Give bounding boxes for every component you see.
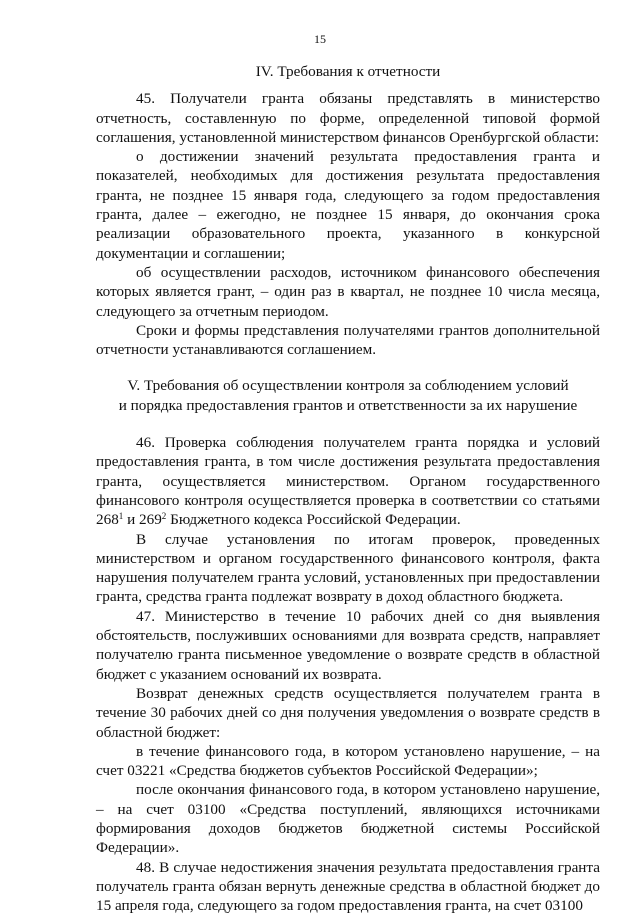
article-269-superscript: 2 [161, 511, 167, 522]
document-body [96, 62, 600, 915]
section-5-heading-line-2: и порядка предоставления грантов и ответственности за их нарушение [118, 396, 578, 414]
section-5-heading-line-1: V. Требования об осуществлении контроля за соблюдением условий [127, 377, 569, 395]
section-4-heading: IV. Требования к отчетности [255, 63, 441, 80]
page-number: 15 [314, 32, 326, 46]
paragraph-45-item-expenses: об осуществлении расходов, источником финансового обеспечения которых является грант, – один раз в квартал, не позднее 10 числа месяца, следующего за отчетным периодом. [96, 263, 600, 320]
paragraph-47-refund: Возврат денежных средств осуществляется получателем гранта в течение 30 рабочих дней со дня получения уведомления о возврате средств в областной бюджет: [96, 684, 600, 741]
paragraph-46-tail: Бюджетного кодекса Российской Федерации. [166, 511, 461, 529]
article-268: 268 [96, 511, 119, 529]
paragraph-46-violation: В случае установления по итогам проверок, проведенных министерством и органом государственного финансового контроля, факта нарушения получателем гранта условий, установленных при предоставлении гранта, средства гранта подлежат возврату в доход областного бюджета. [96, 530, 600, 606]
paragraph-45-additional-reporting: Сроки и формы представления получателями грантов дополнительной отчетности устанавливаются соглашением. [96, 321, 600, 359]
paragraph-45-item-results: о достижении значений результата предоставления гранта и показателей, необходимых для достижения результата предоставления гранта, не позднее 15 января года, следующего за годом предоставления гранта, далее – ежегодно, не позднее 15 января, до окончания срока реализации образовательного проекта, указанного в конкурсной документации и соглашении; [96, 148, 600, 262]
paragraph-46-and: и [123, 511, 140, 529]
article-269: 269 [139, 511, 162, 529]
paragraph-46 [96, 433, 600, 529]
article-268-superscript: 1 [118, 511, 124, 522]
paragraph-47: 47. Министерство в течение 10 рабочих дней со дня выявления обстоятельств, послуживших основаниями для возврата средств, направляет получателю гранта письменное уведомление о возврате средств в областной бюджет с указанием оснований их возврата. [96, 607, 600, 683]
paragraph-47-current-year: в течение финансового года, в котором установлено нарушение, – на счет 03221 «Средства бюджетов субъектов Российской Федерации»; [96, 742, 600, 780]
paragraph-48: 48. В случае недостижения значения результата предоставления гранта получатель гранта обязан вернуть денежные средства в областной бюджет до 15 апреля года, следующего за годом предоставления гранта, на счет 03100 [96, 858, 600, 915]
paragraph-46-text: 46. Проверка соблюдения получателем гранта порядка и условий предоставления гранта, в том числе достижения результата предоставления гранта, осуществляется министерством. Органом государственного финансового контроля осуществляется проверка в соответствии со статьями [96, 434, 600, 509]
paragraph-45: 45. Получатели гранта обязаны представлять в министерство отчетность, составленную по форме, определенной типовой формой соглашения, установленной министерством финансов Оренбургской области: [96, 90, 600, 146]
paragraph-47-after-year: после окончания финансового года, в котором установлено нарушение, – на счет 03100 «Средства поступлений, являющихся источниками формирования доходов бюджетов бюджетной системы Российской Федерации». [96, 781, 600, 857]
section-5-heading [96, 376, 600, 415]
